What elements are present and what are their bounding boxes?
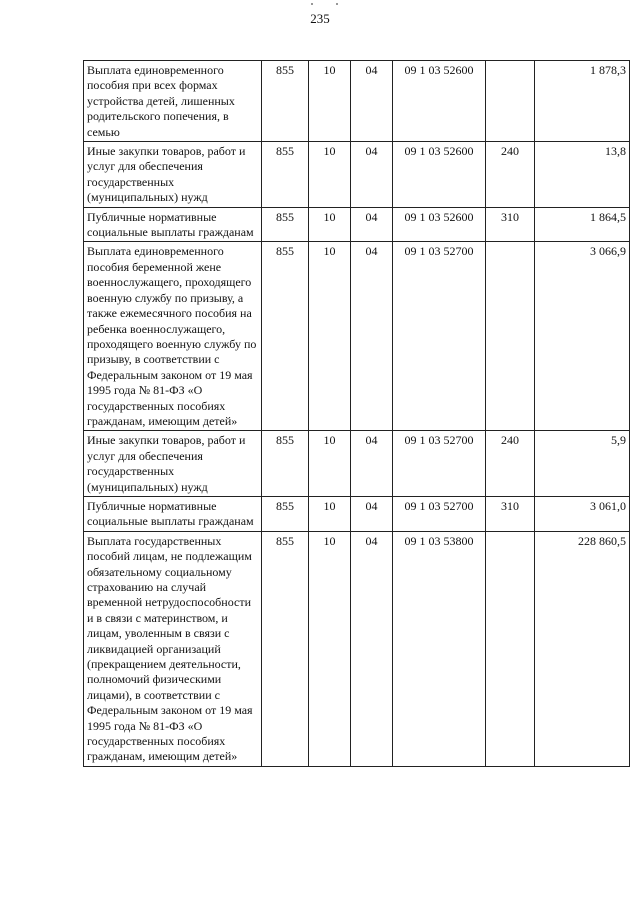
subsection-code: 04 [351,61,393,142]
subsection-code: 04 [351,531,393,766]
section-code: 10 [309,431,351,497]
ministry-code: 855 [262,496,309,531]
subsection-code: 04 [351,431,393,497]
section-code: 10 [309,142,351,208]
amount: 1 878,3 [535,61,630,142]
row-name: Иные закупки товаров, работ и услуг для обеспечения государственных (муниципальных) нужд [84,431,262,497]
ministry-code: 855 [262,207,309,242]
target-article-code: 09 1 03 52600 [393,61,486,142]
row-name: Выплата единовременного пособия беременной жене военнослужащего, проходящего военную службу по призыву, а также ежемесячного пособия на ребенка военнослужащего, проходящего военную службу по призыву, в соответствии с Федеральным законом от 19 мая 1995 года № 81-ФЗ «О государственных пособиях гражданам, имеющим детей» [84,242,262,431]
amount: 1 864,5 [535,207,630,242]
table-row [84,142,630,208]
section-code: 10 [309,242,351,431]
amount: 228 860,5 [535,531,630,766]
row-name: Выплата государственных пособий лицам, не подлежащим обязательному социальному страхованию на случай временной нетрудоспособности и в связи с материнством, и лицам, уволенным в связи с ликвидацией организаций (прекращением деятельности, полномочий физическими лицами), в соответствии с Федеральным законом от 19 мая 1995 года № 81-ФЗ «О государственных пособиях гражданам, имеющим детей» [84,531,262,766]
expense-type-code: 240 [486,431,535,497]
table-row [84,531,630,766]
amount: 3 061,0 [535,496,630,531]
page-number: 235 [310,11,330,26]
scan-artifact-dot [311,3,313,5]
section-code: 10 [309,531,351,766]
target-article-code: 09 1 03 52700 [393,431,486,497]
expense-type-code: 310 [486,496,535,531]
subsection-code: 04 [351,142,393,208]
row-name: Публичные нормативные социальные выплаты гражданам [84,207,262,242]
section-code: 10 [309,61,351,142]
section-code: 10 [309,496,351,531]
ministry-code: 855 [262,431,309,497]
expense-type-code [486,61,535,142]
row-name: Публичные нормативные социальные выплаты гражданам [84,496,262,531]
target-article-code: 09 1 03 52700 [393,496,486,531]
ministry-code: 855 [262,242,309,431]
subsection-code: 04 [351,242,393,431]
amount: 5,9 [535,431,630,497]
expense-type-code [486,242,535,431]
subsection-code: 04 [351,207,393,242]
section-code: 10 [309,207,351,242]
table-row [84,496,630,531]
table-row [84,207,630,242]
table-row [84,61,630,142]
target-article-code: 09 1 03 52700 [393,242,486,431]
target-article-code: 09 1 03 52600 [393,207,486,242]
expense-type-code [486,531,535,766]
row-name: Иные закупки товаров, работ и услуг для обеспечения государственных (муниципальных) нужд [84,142,262,208]
table-row [84,431,630,497]
ministry-code: 855 [262,531,309,766]
subsection-code: 04 [351,496,393,531]
amount: 13,8 [535,142,630,208]
target-article-code: 09 1 03 53800 [393,531,486,766]
ministry-code: 855 [262,142,309,208]
table-row [84,242,630,431]
budget-table [83,60,630,767]
ministry-code: 855 [262,61,309,142]
scan-artifact-dot [336,3,338,5]
row-name: Выплата единовременного пособия при всех формах устройства детей, лишенных родительского попечения, в семью [84,61,262,142]
expense-type-code: 240 [486,142,535,208]
expense-type-code: 310 [486,207,535,242]
target-article-code: 09 1 03 52600 [393,142,486,208]
amount: 3 066,9 [535,242,630,431]
